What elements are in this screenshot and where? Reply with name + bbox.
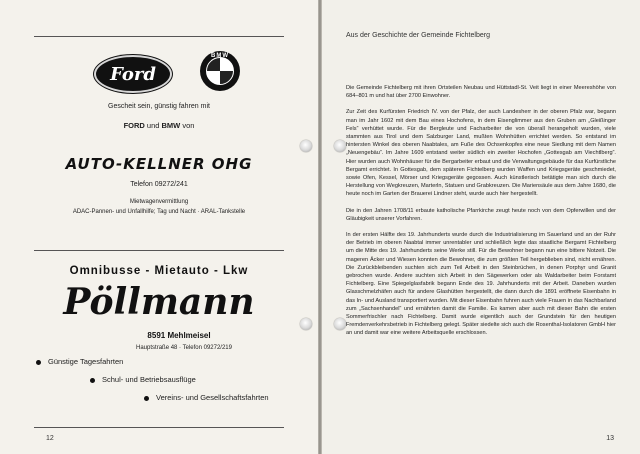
article-paragraph: Zur Zeit des Kurfürsten Friedrich IV. von der Pfalz, der auch Landesherr in der oberen Pfalz war, begann man im Jahr 1602 mit dem Bau eines Hochofens, in dem Eisenglimmer aus den Gruben am „Gleißinger Fels“ verhüttet wurde. Für die Bergleute und Facharbeiter die von überall herangeholt wurden, viele stammten aus Tirol und dem Salzburger Land, mußten Wohnhütten errichtet werden. So entstand im hintersten Winkel des oberen Naabtales, am Fuße des Ochsenkopfes eine neue Siedlung mit dem Namen „Neuengebäu“. Im Jahre 1609 entstand weiter südlich ein zweiter Hochofen „Gottesgab am Viechtlberg“. Hier wurden auch Wohnhäuser für die Bergarbeiter erbaut und die Verwaltungsgebäude für das Kurfürstliche Bergamt errichtet. In Gottesgab, dem späteren Fichtelberg wurden Waffen und Kriegsgeräte geschmiedet, sowie Ofen, Kessel, Mörser und Kriegsgeräte gegossen. Auch künstlerisch betätigte man sich durch die Herstellung von Wegkreuzen, Marterln, Statuen und Grabkreuzen. Die Mariensäule aus dem Jahre 1680, die heute noch im Garten der Brauerei Lindner steht, wurde auch hier hergestellt. xyxy=(346,109,616,198)
poellmann-city: 8591 Mehlmeisel xyxy=(147,331,211,340)
poellmann-headline: Omnibusse - Mietauto - Lkw xyxy=(69,265,249,277)
binder-hole xyxy=(334,140,346,152)
bullet-icon xyxy=(36,360,41,365)
page-number-right: 13 xyxy=(606,435,614,442)
poellmann-name: Pöllmann xyxy=(63,281,255,323)
auto-kellner-phone: Telefon 09272/241 xyxy=(130,181,188,188)
bullet-text: Schul- und Betriebsausflüge xyxy=(102,375,196,384)
binder-hole xyxy=(300,318,312,330)
article-body xyxy=(346,84,616,346)
binder-hole xyxy=(300,140,312,152)
article-paragraph: Die Gemeinde Fichtelberg mit ihren Ortsteilen Neubau und Hüttstadl-St. Veit liegt in einer Meereshöhe von 684–801 m und hat über 2700 Einwohner. xyxy=(346,85,616,100)
brand-und: und xyxy=(144,121,162,130)
article-paragraph: Die in den Jahren 1708/11 erbaute katholische Pfarrkirche zeugt heute noch von dem Opferwillen und der Gläubigkeit unserer Vorfahren. xyxy=(346,207,616,222)
article-paragraph: In der ersten Hälfte des 19. Jahrhunderts wurde durch die Industrialisierung im Sauerland und an der Ruhr der Betrieb im oberen Naabtal immer unrentabler und schließlich legte das staatliche Bergamt Fichtelberg um die Mitte des 19. Jahrhunderts seine Werke still. Für die Bewohner begann nun eine bittere Notzeit. Die mageren Äcker und Wiesen konnten die Bewohner, die zum größten Teil hergeblieben sind, nicht ernähren. Die Zurückbleibenden suchten sich zum Teil Arbeit in den Steinbrüchen, in denen Porphyr und Granit gebrochen wurde. Andere suchten sich Arbeit in den Sägewerken oder als Waldarbeiter beim Forstamt Fichtelberg. Eine Spiegelglasfabrik begann Ende des 19. Jahrhunderts mit der Arbeit. Daneben wurden Glasschmelzhäfen auch für andere Glashütten hergestellt, die dann durch die 1891 eröffnete Eisenbahn in das In- und Ausland transportiert wurden. Mit dieser Eisenbahn fuhren auch viele Frauen in das Nachbarland zum „Sachsenhandel“ und ernährten damit die Familie. Es kamen aber auch mit dieser Bahn die ersten Sommerfrischler nach Fichtelberg. Damit wurde eigentlich auch der Grundstein für den heutigen Fremdenverkehrsbetrieb in Fichtelberg gelegt. Später siedelte sich auch die Rosenthal-Isolatoren GmbH hier an und damit war eine weitere Arbeitsquelle erschlossen. xyxy=(346,232,616,337)
service-line-2: ADAC-Pannen- und Unfallhilfe; Tag und Nacht · ARAL-Tankstelle xyxy=(72,209,246,215)
ad-tagline: Gescheit sein, günstig fahren mit xyxy=(108,103,210,110)
left-page xyxy=(0,0,318,454)
bmw-roundel xyxy=(206,57,234,85)
right-page xyxy=(322,0,640,454)
bullet-text: Günstige Tagesfahrten xyxy=(48,357,124,366)
brand-bmw: BMW xyxy=(161,121,181,130)
poellmann-address: Hauptstraße 48 · Telefon 09272/219 xyxy=(136,345,232,351)
bullet-text: Vereins- und Gesellschaftsfahrten xyxy=(156,393,269,402)
service-line-1: Mietwagenvermittlung xyxy=(129,199,189,205)
bmw-logo-text: BMW xyxy=(211,53,229,59)
brand-ford: FORD xyxy=(123,121,145,130)
bullet-item xyxy=(36,357,123,366)
bullet-icon xyxy=(90,378,95,383)
bmw-logo xyxy=(200,51,240,91)
auto-kellner-name: AUTO-KELLNER OHG xyxy=(65,155,253,173)
brand-von: von xyxy=(180,121,195,130)
poellmann-ad xyxy=(34,250,284,428)
bullet-item xyxy=(144,393,269,402)
page-header: Aus der Geschichte der Gemeinde Fichtelberg xyxy=(346,32,490,39)
binder-hole xyxy=(334,318,346,330)
ad-brands-line xyxy=(34,121,284,130)
bullet-item xyxy=(90,375,196,384)
ford-logo: Ford xyxy=(94,55,172,93)
auto-kellner-ad xyxy=(34,36,284,251)
page-number-left: 12 xyxy=(46,435,54,442)
bullet-icon xyxy=(144,396,149,401)
